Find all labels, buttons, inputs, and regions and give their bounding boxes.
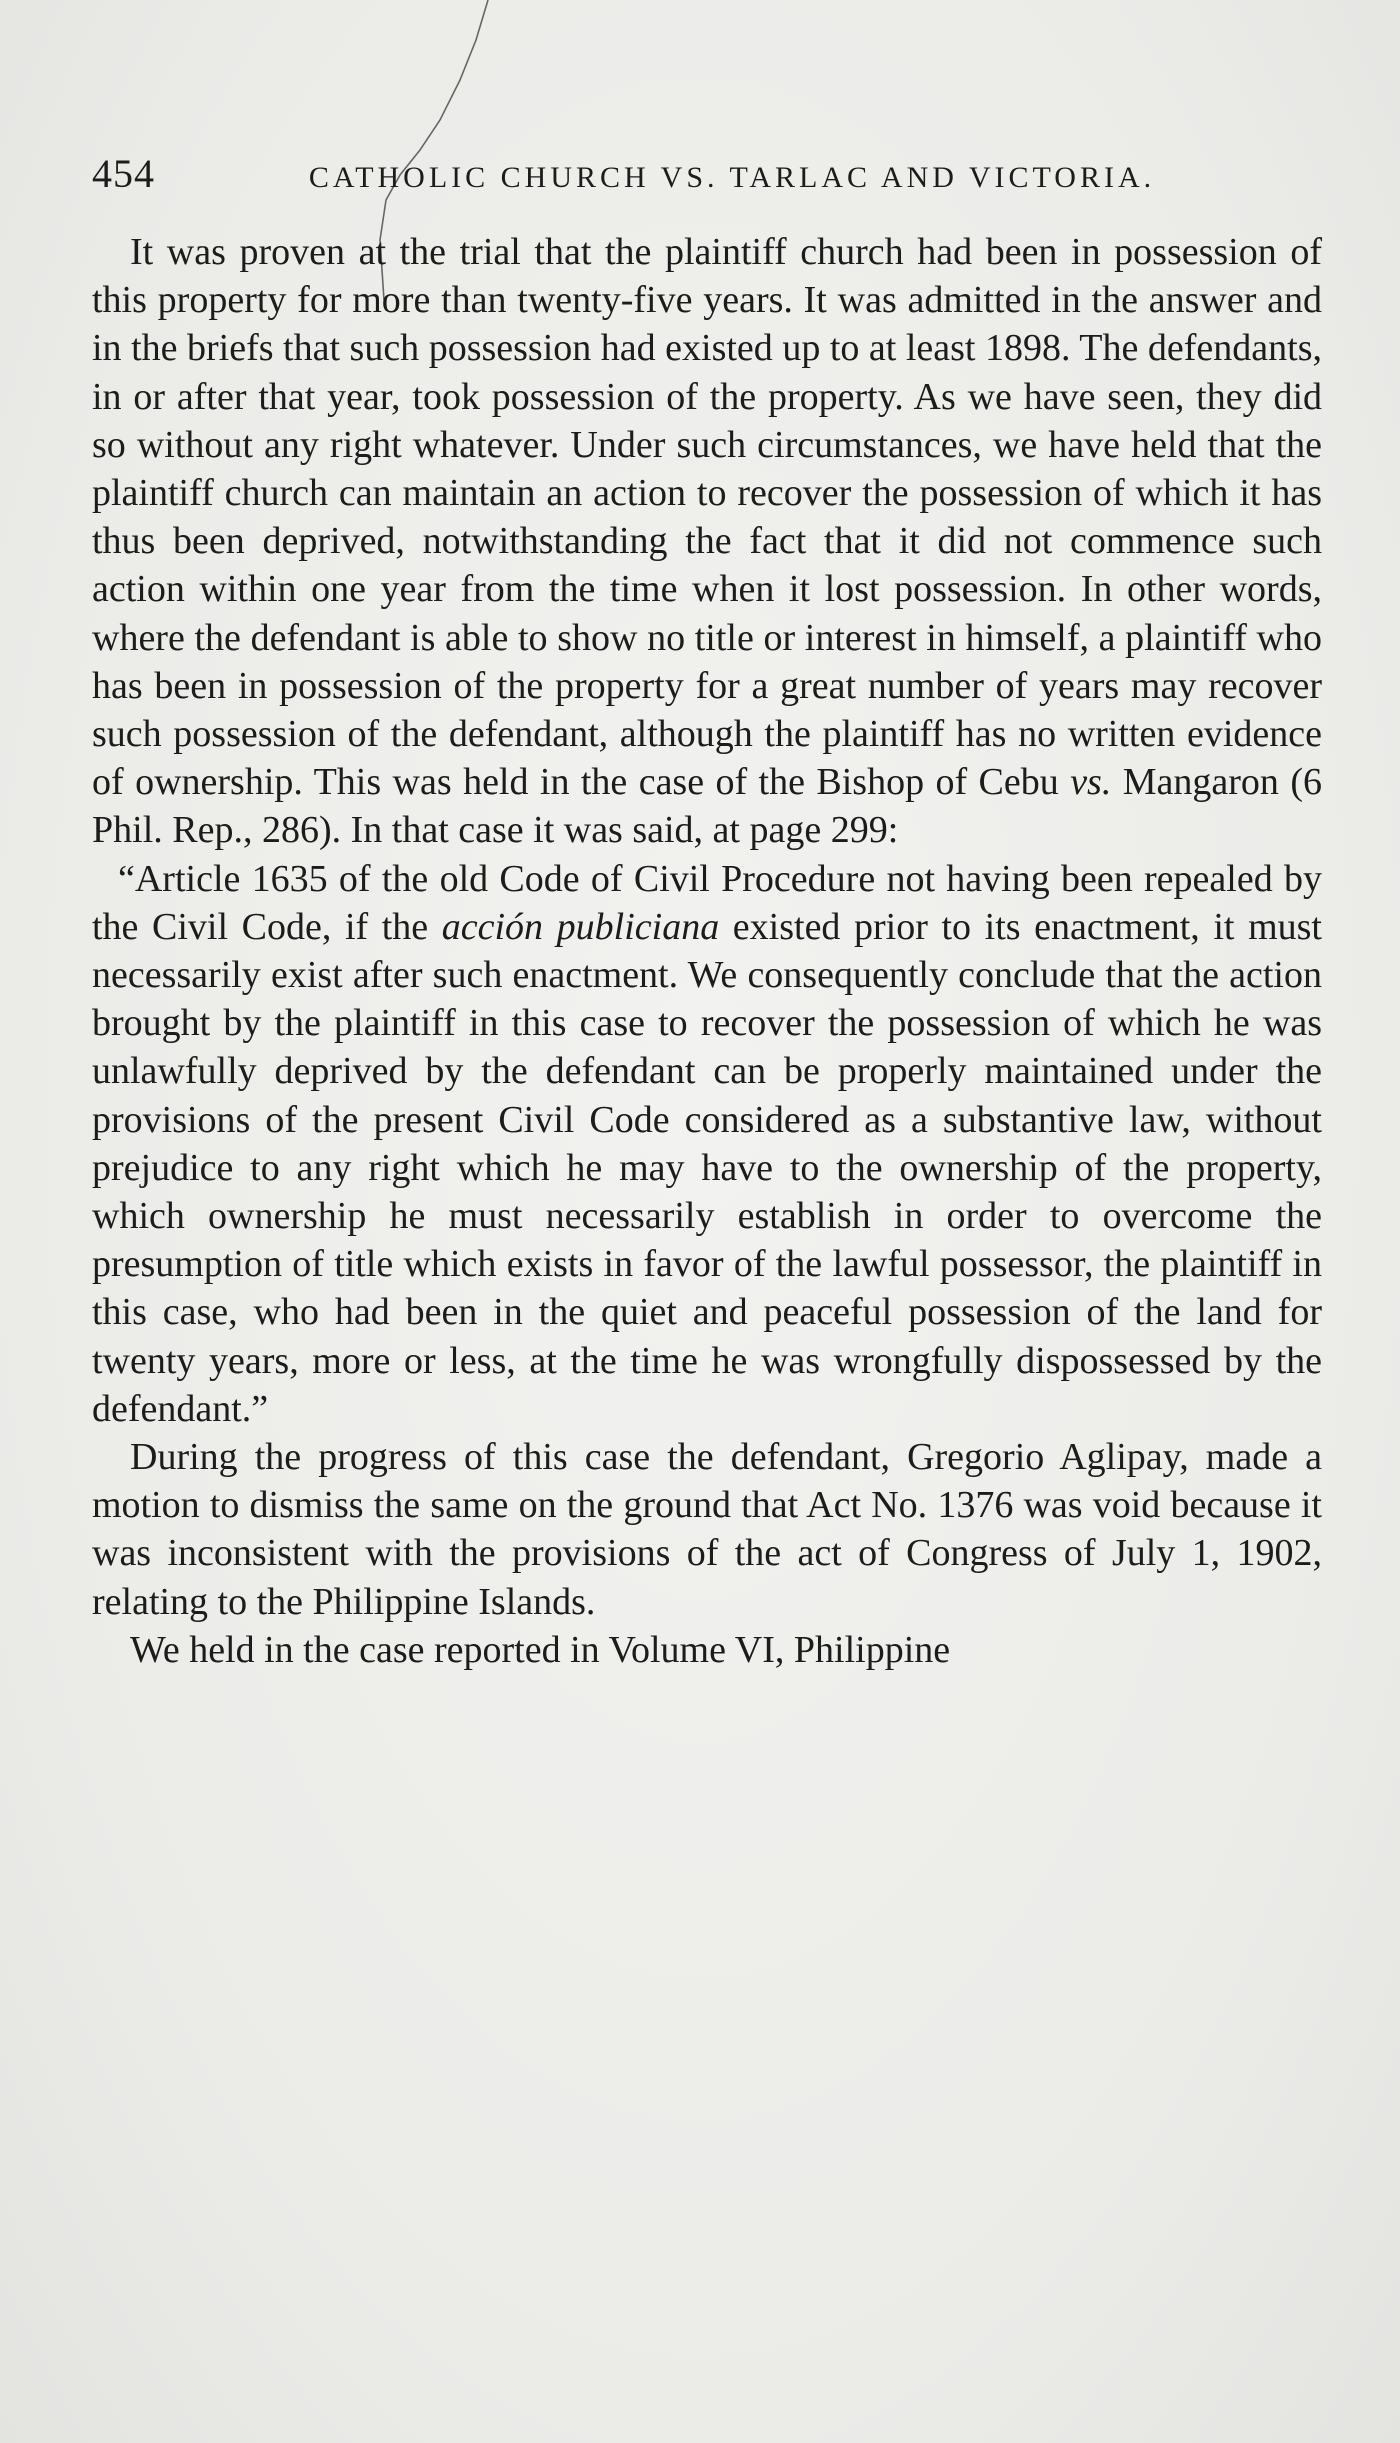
paragraph-quotation (92, 855, 1322, 1433)
quote-italic-term: acción publiciana (441, 905, 720, 948)
quote-end: existed prior to its enactment, it must necessarily exist after such enactment. We consequently conclude that the action brought by the plaintiff in this case to recover the possession of which he was unlawfully deprived by the defendant can be properly maintained under the provisions of the present Civil Code considered as a substantive law, without prejudice to any right which he may have to the ownership of the property, which ownership he must necessarily establish in order to overcome the presumption of title which exists in favor of the lawful possessor, the plaintiff in this case, who had been in the quiet and peaceful possession of the land for twenty years, more or less, at the time he was wrongfully dispossessed by the defendant.” (92, 905, 1322, 1430)
paragraph-text: We held in the case reported in Volume VI, Philippine (130, 1628, 951, 1671)
citation-vs: vs. (1070, 761, 1112, 804)
paragraph-text: It was proven at the trial that the plaintiff church had been in possession of this property for more than twenty-five years. It was admitted in the answer and in the briefs that such possession had existed up to at least 1898. The defendants, in or after that year, took possession of the property. As we have seen, they did so without any right whatever. Under such circumstances, we have held that the plaintiff church can maintain an action to recover the possession of which it has thus been deprived, notwithstanding the fact that it did not commence such action within one year from the time when it lost possession. In other words, where the defendant is able to show no title or interest in himself, a plaintiff who has been in possession of the property for a great number of years may recover such possession of the defendant, although the plaintiff has no written evidence of ownership. This was held in the case of the Bishop of Cebu (92, 231, 1322, 804)
citation-text: Mangaron (6 Phil. Rep., 286). In that case it was said, at page 299: (92, 761, 1322, 852)
paragraph-possession (92, 228, 1322, 855)
paragraph-motion (92, 1433, 1322, 1626)
running-header (92, 150, 1322, 210)
body-text (92, 228, 1322, 1674)
page-number: 454 (92, 151, 155, 196)
paragraph-volume-vi (92, 1626, 1322, 1674)
quote-start: “Article 1635 of the old Code of Civil Procedure not having been repealed by the Civil Code, if the (92, 857, 1322, 948)
running-title: CATHOLIC CHURCH VS. TARLAC AND VICTORIA. (308, 161, 1156, 194)
paragraph-text: During the progress of this case the defendant, Gregorio Aglipay, made a motion to dismiss the same on the ground that Act No. 1376 was void because it was inconsistent with the provisions of the act of Congress of July 1, 1902, relating to the Philippine Islands. (92, 1436, 1322, 1623)
